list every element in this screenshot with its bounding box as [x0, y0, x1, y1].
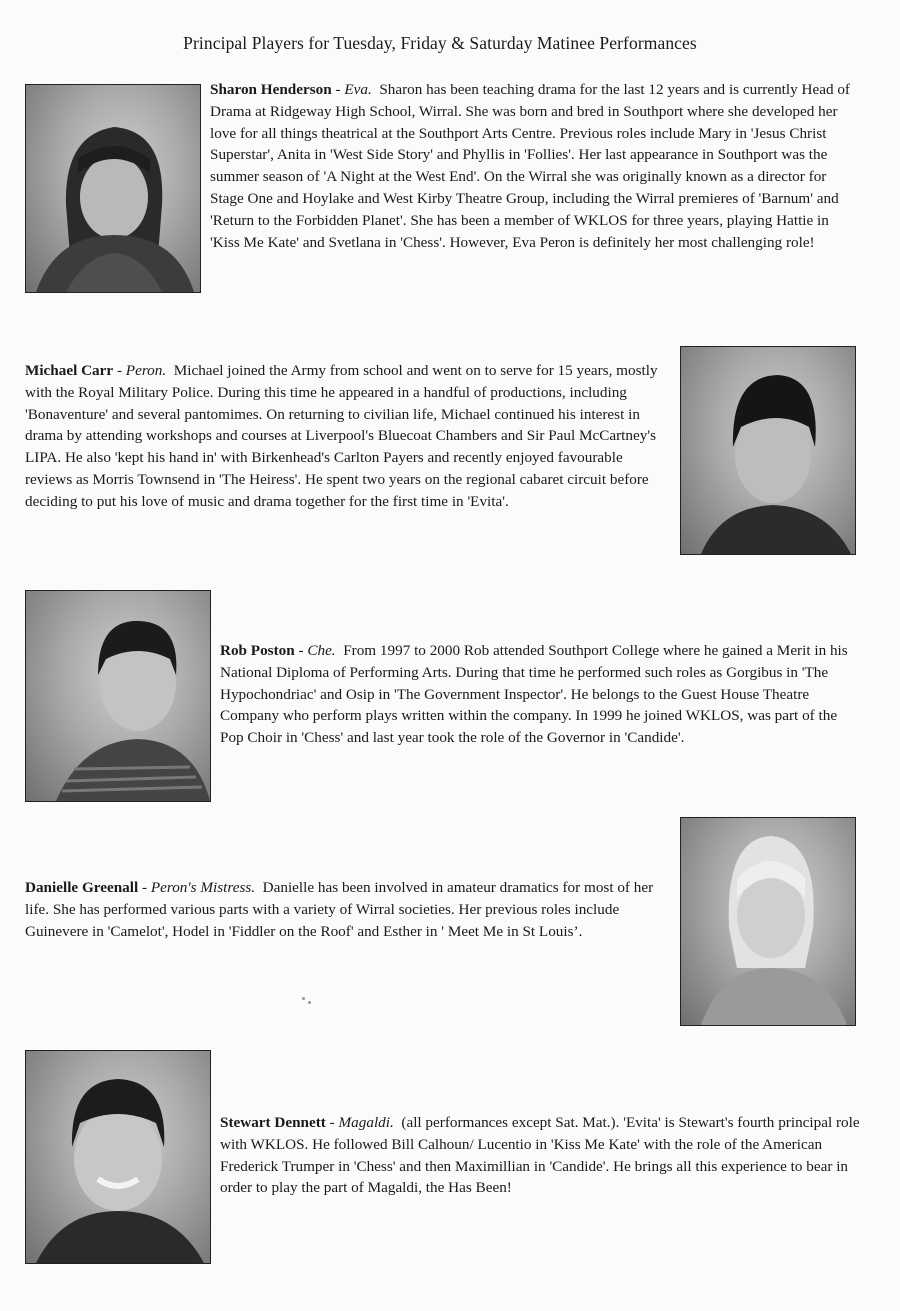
player-name: Stewart Dennett [220, 1114, 326, 1131]
headshot-photo-sharon-henderson [25, 84, 201, 293]
player-bio-michael-carr: Michael Carr - Peron. Michael joined the Army from school and went on to serve for 15 years, mostly with the Royal Military Police. During this time he appeared in a handful of productions, including 'Bonaventure' and several pantomimes. On returning to civilian life, Michael continued his interest in drama by attending workshops and courses at Liverpool's Bluecoat Chambers and Sir Paul McCartney's LIPA. He also 'kept his hand in' with Birkenhead's Carlton Payers and recently enjoyed favourable reviews as Morris Townsend in 'The Heiress'. He spent two years on the regional cabaret circuit before deciding to put his love of music and drama together for the first time in 'Evita'. [25, 362, 658, 510]
scan-speck [308, 1001, 311, 1004]
player-name: Michael Carr [25, 362, 114, 379]
player-role: Peron's Mistress. [150, 879, 256, 896]
headshot-photo-michael-carr [680, 346, 856, 555]
scan-speck [302, 997, 305, 1000]
player-name: Danielle Greenall [25, 879, 139, 896]
headshot-photo-stewart-dennett [25, 1050, 211, 1264]
page-title: Principal Players for Tuesday, Friday & Saturday Matinee Performances [183, 33, 697, 53]
player-description: Sharon has been teaching drama for the last 12 years and is currently Head of Drama at Ridgeway High School, Wirral. She was born and bred in Southport where she developed her love for all things theatrical at the Southport Arts Centre. Previous roles include Mary in 'Jesus Christ Superstar', Anita in 'West Side Story' and Phyllis in 'Follies'. Her last appearance in Southport was the summer season of 'A Night at the West End'. On the Wirral she was originally known as a director for Stage One and Hoylake and West Kirby Theatre Group, including the Wirral premieres of 'Barnum' and 'Return to the Forbidden Planet'. She has been a member of WKLOS for three years, playing Hattie in 'Kiss Me Kate' and Svetlana in 'Chess'. However, Eva Peron is definitely her most challenging role! [210, 81, 850, 251]
player-description: (all performances except Sat. Mat.). 'Evita' is Stewart's fourth principal role with WKLOS. He followed Bill Calhoun/ Lucentio in 'Kiss Me Kate' with the role of the American Frederick Trumper in 'Chess' and then Maximillian in 'Candide'. He brings all this experience to bear in order to play the part of Magaldi, the Has Been! [220, 1114, 860, 1197]
player-role: Eva. [344, 81, 372, 98]
player-description: Michael joined the Army from school and went on to serve for 15 years, mostly with the Royal Military Police. During this time he appeared in a handful of productions, including 'Bonaventure' and several pantomimes. On returning to civilian life, Michael continued his interest in drama by attending workshops and courses at Liverpool's Bluecoat Chambers and Sir Paul McCartney's LIPA. He also 'kept his hand in' with Birkenhead's Carlton Payers and recently enjoyed favourable reviews as Morris Townsend in 'The Heiress'. He spent two years on the regional cabaret circuit before deciding to put his love of music and drama together for the first time in 'Evita'. [25, 362, 658, 510]
player-bio-danielle-greenall: Danielle Greenall - Peron's Mistress. Danielle has been involved in amateur dramatics for most of her life. She has performed various parts with a variety of Wirral societies. Her previous roles include Guinevere in 'Camelot', Hodel in 'Fiddler on the Roof' and Esther in ' Meet Me in St Louis’. [25, 879, 654, 940]
player-bio-rob-poston: Rob Poston - Che. From 1997 to 2000 Rob attended Southport College where he gained a Merit in his National Diploma of Performing Arts. During that time he performed such roles as Gorgibus in 'The Hypochondriac' and Osip in 'The Government Inspector'. He belongs to the Guest House Theatre Company who perform plays written within the company. In 1999 he joined WKLOS, was part of the Pop Choir in 'Chess' and last year took the role of the Governor in 'Candide'. [220, 642, 848, 747]
headshot-photo-rob-poston [25, 590, 211, 802]
player-bio-sharon-henderson: Sharon Henderson - Eva. Sharon has been teaching drama for the last 12 years and is currently Head of Drama at Ridgeway High School, Wirral. She was born and bred in Southport where she developed her love for all things theatrical at the Southport Arts Centre. Previous roles include Mary in 'Jesus Christ Superstar', Anita in 'West Side Story' and Phyllis in 'Follies'. Her last appearance in Southport was the summer season of 'A Night at the West End'. On the Wirral she was originally known as a director for Stage One and Hoylake and West Kirby Theatre Group, including the Wirral premieres of 'Barnum' and 'Return to the Forbidden Planet'. She has been a member of WKLOS for three years, playing Hattie in 'Kiss Me Kate' and Svetlana in 'Chess'. However, Eva Peron is definitely her most challenging role! [210, 81, 850, 251]
player-bio-stewart-dennett: Stewart Dennett - Magaldi. (all performances except Sat. Mat.). 'Evita' is Stewart's fourth principal role with WKLOS. He followed Bill Calhoun/ Lucentio in 'Kiss Me Kate' with the role of the American Frederick Trumper in 'Chess' and then Maximillian in 'Candide'. He brings all this experience to bear in order to play the part of Magaldi, the Has Been! [220, 1114, 860, 1197]
player-name: Rob Poston [220, 642, 295, 659]
player-name: Sharon Henderson [210, 81, 332, 98]
player-role: Che. [307, 642, 336, 659]
player-role: Magaldi. [338, 1114, 394, 1131]
headshot-photo-danielle-greenall [680, 817, 856, 1026]
player-role: Peron. [125, 362, 167, 379]
player-description: From 1997 to 2000 Rob attended Southport College where he gained a Merit in his National Diploma of Performing Arts. During that time he performed such roles as Gorgibus in 'The Hypochondriac' and Osip in 'The Government Inspector'. He belongs to the Guest House Theatre Company who perform plays written within the company. In 1999 he joined WKLOS, was part of the Pop Choir in 'Chess' and last year took the role of the Governor in 'Candide'. [220, 642, 848, 747]
player-description: Danielle has been involved in amateur dramatics for most of her life. She has performed various parts with a variety of Wirral societies. Her previous roles include Guinevere in 'Camelot', Hodel in 'Fiddler on the Roof' and Esther in ' Meet Me in St Louis’. [25, 879, 654, 940]
